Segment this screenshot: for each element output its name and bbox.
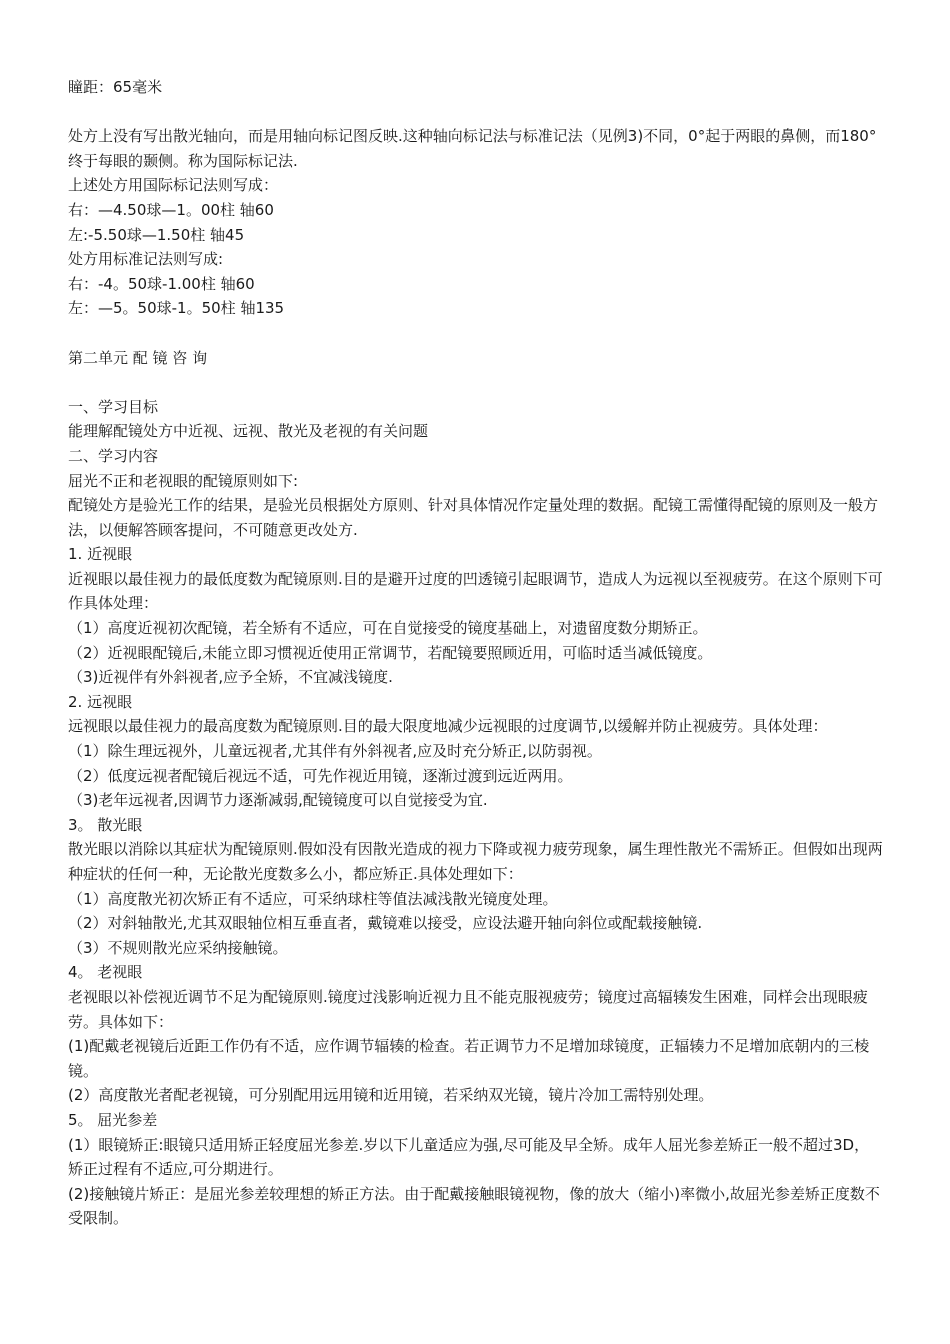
subheading-hyperopia: 2. 远视眼 xyxy=(68,692,133,711)
paragraph-std-left: 左：—5。50球-1。50柱 轴135 xyxy=(68,299,285,318)
paragraph-hyperopia: 远视眼以最佳视力的最高度数为配镜原则.目的最大限度地减少远视眼的过度调节,以缓解并防止视疲劳。具体处理： xyxy=(68,717,828,736)
blank-line xyxy=(68,321,883,346)
paragraph-myopia: 近视眼以最佳视力的最低度数为配镜原则.目的是避开过度的凹透镜引起眼调节，造成人为远视以至视疲劳。在这个原则下可作具体处理： xyxy=(68,569,883,613)
list-item: （1）除生理远视外，儿童远视者,尤其伴有外斜视者,应及时充分矫正,以防弱视。 xyxy=(68,742,602,761)
paragraph-principles-body: 配镜处方是验光工作的结果，是验光员根据处方原则、针对具体情况作定量处理的数据。配镜工需懂得配镜的原则及一般方法，以便解答顾客提问，不可随意更改处方. xyxy=(68,496,879,539)
paragraph-intl-left: 左:-5.50球—1.50柱 轴45 xyxy=(68,225,245,244)
list-item: （2）对斜轴散光,尤其双眼轴位相互垂直者，戴镜难以接受，应设法避开轴向斜位或配载接触镜. xyxy=(68,914,703,933)
paragraph-pd: 瞳距：65毫米 xyxy=(68,78,163,96)
paragraph-std-heading: 处方用标准记法则写成: xyxy=(68,250,224,269)
paragraph-intl-right: 右：—4.50球—1。00柱 轴60 xyxy=(68,200,274,219)
list-item: （1）高度近视初次配镜，若全矫有不适应，可在自觉接受的镜度基础上，对遗留度数分期矫正。 xyxy=(68,619,708,638)
unit-title: 第二单元 配 镜 咨 询 xyxy=(68,348,208,367)
list-item: (1）眼镜矫正:眼镜只适用矫正轻度屈光参差.岁以下儿童适应为强,尽可能及早全矫。成年人屈光参差矫正一般不超过3D，矫正过程有不适应,可分期进行。 xyxy=(68,1135,870,1179)
list-item: (2)接触镜片矫正：是屈光参差较理想的矫正方法。由于配戴接触眼镜视物，像的放大（缩小)率微小,故屈光参差矫正度数不受限制。 xyxy=(68,1184,880,1228)
list-item: (1)配戴老视镜后近距工作仍有不适，应作调节辐辏的检查。若正调节力不足增加球镜度，正辐辏力不足增加底朝内的三棱镜。 xyxy=(68,1037,870,1080)
blank-line xyxy=(68,100,883,125)
paragraph-principles-intro: 屈光不正和老视眼的配镜原则如下: xyxy=(68,471,299,490)
paragraph-astigmatism: 散光眼以消除以其症状为配镜原则.假如没有因散光造成的视力下降或视力疲劳现象，属生理性散光不需矫正。但假如出现两种症状的任何一种，无论散光度数多么小，都应矫正.具体处理如下： xyxy=(68,840,883,883)
section-heading-content: 二、学习内容 xyxy=(68,446,159,465)
paragraph-goals: 能理解配镜处方中近视、远视、散光及老视的有关问题 xyxy=(68,422,429,441)
paragraph-presbyopia: 老视眼以补偿视近调节不足为配镜原则.镜度过浅影响近视力且不能克服视疲劳；镜度过高辐辏发生困难，同样会出现眼疲劳。具体如下： xyxy=(68,987,868,1031)
section-heading-goals: 一、学习目标 xyxy=(68,397,159,416)
list-item: (2）高度散光者配老视镜，可分别配用远用镜和近用镜，若采纳双光镜，镜片冷加工需特别处理。 xyxy=(68,1086,714,1105)
subheading-astigmatism: 3。 散光眼 xyxy=(68,815,143,834)
document-page xyxy=(68,75,883,1231)
blank-line xyxy=(68,370,883,395)
list-item: （3）不规则散光应采纳接触镜。 xyxy=(68,938,288,957)
list-item: （3)近视伴有外斜视者,应予全矫，不宜减浅镜度. xyxy=(68,668,393,687)
subheading-myopia: 1. 近视眼 xyxy=(68,545,133,564)
paragraph-std-right: 右：-4。50球-1.00柱 轴60 xyxy=(68,274,255,293)
list-item: （3)老年远视者,因调节力逐渐减弱,配镜镜度可以自觉接受为宜. xyxy=(68,791,488,810)
list-item: （1）高度散光初次矫正有不适应，可采纳球柱等值法减浅散光镜度处理。 xyxy=(68,889,558,908)
paragraph-axis-note: 处方上没有写出散光轴向，而是用轴向标记图反映.这种轴向标记法与标准记法（见例3)不同，0°起于两眼的鼻侧，而180°终于每眼的颞侧。称为国际标记法. xyxy=(68,127,877,170)
list-item: （2）近视眼配镜后,未能立即习惯视近使用正常调节，若配镜要照顾近用，可临时适当减低镜度。 xyxy=(68,643,713,662)
paragraph-intl-heading: 上述处方用国际标记法则写成： xyxy=(68,176,279,195)
subheading-presbyopia: 4。 老视眼 xyxy=(68,963,143,982)
subheading-anisometropia: 5。 屈光参差 xyxy=(68,1110,158,1129)
list-item: （2）低度远视者配镜后视远不适，可先作视近用镜，逐渐过渡到远近两用。 xyxy=(68,766,573,785)
